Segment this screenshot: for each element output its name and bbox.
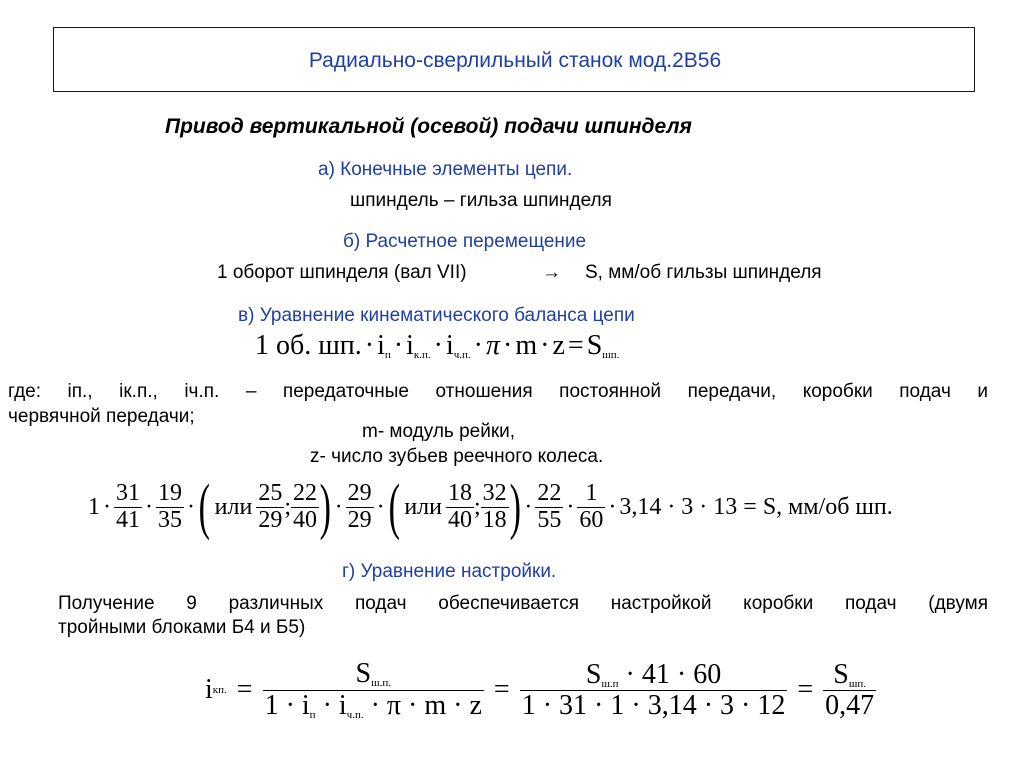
tuning-fraction-3: $\frac{S_{шп.}}{0,47}$ <box>825 658 875 722</box>
section-b-heading: б) Расчетное перемещение <box>343 231 587 252</box>
fraction-22-40: $\frac{22}{40}$ <box>293 480 317 533</box>
tuning-lhs-i: i <box>205 674 213 705</box>
slide-title: Радиально-сверлильный станок мод.2В56 <box>308 49 722 72</box>
sub-kp: к.п. <box>413 349 431 361</box>
tuning-eq-1: = <box>236 674 253 705</box>
formula-i-kp: i <box>406 330 414 361</box>
fraction-1-60: $\frac{1}{60}$ <box>579 480 604 533</box>
formula-i-p: i <box>377 330 385 361</box>
balance-formula: 1 об. шп. · $i_п \cdot i_{к.п.} \cdot i_{ч.п.} \cdot \pi \cdot m \cdot z = S_{шп.}$ <box>255 330 620 361</box>
fraction-22-55: $\frac{22}{55}$ <box>537 480 562 533</box>
balance-equation: 1 · $\frac{31}{41}$ · $\frac{19}{35}$ · ( или $\frac{25}{29}$ ; $\frac{22}{40}$ ) · $\frac{29}{29}$ · ( или $\frac{18}{40}$ ; $\frac{32}{18}$ ) · $\frac{22}{55}$ · $\frac{1}{60}$ · 3,14 · 3 · 13 = S, мм/об шп. <box>88 473 893 541</box>
tuning-fraction-1: $\frac{S_{ш.п.}}{1 \cdot i_п \cdot i_{ч.п.} \cdot \pi \cdot m \cdot z}$ <box>264 657 482 721</box>
paren-open: ( <box>198 473 211 541</box>
sub-chp: ч.п. <box>453 349 471 361</box>
pi-symbol: π <box>486 330 501 361</box>
section-a-text: шпиндель – гильза шпинделя <box>350 190 612 211</box>
section-c-heading: в) Уравнение кинематического баланса цепи <box>238 305 635 326</box>
balance-lead: 1 <box>88 493 100 520</box>
tuning-equation <box>205 648 876 732</box>
formula-eq: = <box>567 330 584 361</box>
semicolon-2: ; <box>473 493 481 520</box>
paren-close: ) <box>319 473 332 541</box>
section-d-line-1: Получение 9 различных подач обеспечивается настройкой коробки подач (двумя <box>58 593 988 614</box>
formula-i-chp: i <box>445 330 454 361</box>
fraction-19-35: $\frac{19}{35}$ <box>158 480 182 533</box>
section-d-heading: г) Уравнение настройки. <box>342 561 557 582</box>
balance-tail: 3,14 · 3 · 13 = S, мм/об шп. <box>619 493 893 520</box>
arrow: → <box>542 262 561 283</box>
sub-p: п <box>384 349 391 361</box>
paren-open-2: ( <box>388 473 400 541</box>
or-word-1: или <box>214 493 253 520</box>
z-definition: z- число зубьев реечного колеса. <box>310 446 604 467</box>
where-line-1: где: iп., iк.п., iч.п. – передаточные отношения постоянной передачи, коробки подач и <box>8 381 988 402</box>
section-a-heading: а) Конечные элементы цепи. <box>318 159 573 180</box>
formula-z: z <box>552 330 565 361</box>
where-line-2: червячной передачи; <box>8 406 195 427</box>
tuning-eq-3: = <box>797 674 814 705</box>
tuning-lhs-sub: кп. <box>212 684 227 696</box>
paren-close-2: ) <box>509 473 521 541</box>
fraction-18-40: $\frac{18}{40}$ <box>447 480 472 533</box>
fraction-29-29: $\frac{29}{29}$ <box>347 480 372 533</box>
formula-lead: 1 об. шп. <box>255 330 362 361</box>
fraction-25-29: $\frac{25}{29}$ <box>258 480 283 533</box>
fraction-31-41: $\frac{31}{41}$ <box>116 480 140 533</box>
subtitle: Привод вертикальной (осевой) подачи шпинделя <box>165 115 692 138</box>
section-b-right: S, мм/об гильзы шпинделя <box>585 262 822 283</box>
title-box <box>53 27 975 92</box>
or-word-2: или <box>404 493 442 520</box>
formula-S: S <box>586 330 603 361</box>
tuning-eq-2: = <box>493 674 510 705</box>
section-d-line-2: тройными блоками Б4 и Б5) <box>58 617 306 638</box>
formula-m: m <box>515 330 538 361</box>
semicolon-1: ; <box>284 493 291 520</box>
m-definition: m- модуль рейки, <box>362 421 516 442</box>
sub-shp: шп. <box>602 349 620 361</box>
tuning-fraction-2: $\frac{S_{ш.п} \cdot 41 \cdot 60}{1 \cdot 31 \cdot 1 \cdot 3,14 \cdot 3 \cdot 12}$ <box>521 658 786 722</box>
fraction-32-18: $\frac{32}{18}$ <box>482 480 507 533</box>
section-b-left: 1 оборот шпинделя (вал VII) <box>217 262 467 283</box>
